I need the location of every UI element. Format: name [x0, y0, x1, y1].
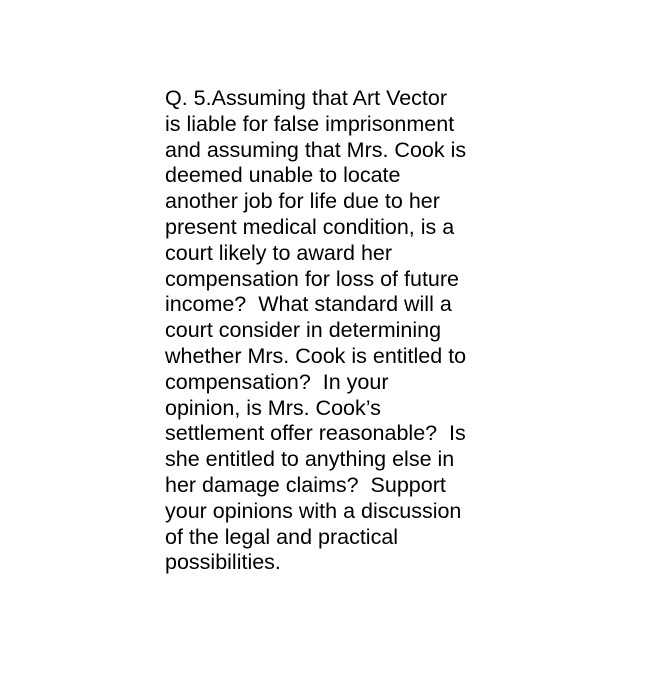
question-text: Q. 5.Assuming that Art Vector is liable for false imprisonment and assuming that Mrs. Cook is deemed unable to locate another job for life due to her present medical condition, is a court likely to award her compensation for loss of future income? What standard will a court consider in determining whether Mrs. Cook is entitled to compensation? In your opinion, is Mrs. Cook’s settlement offer reasonable? Is she entitled to anything else in her damage claims? Support your opinions with a discussion of the legal and practical possibilities.	[165, 86, 467, 575]
